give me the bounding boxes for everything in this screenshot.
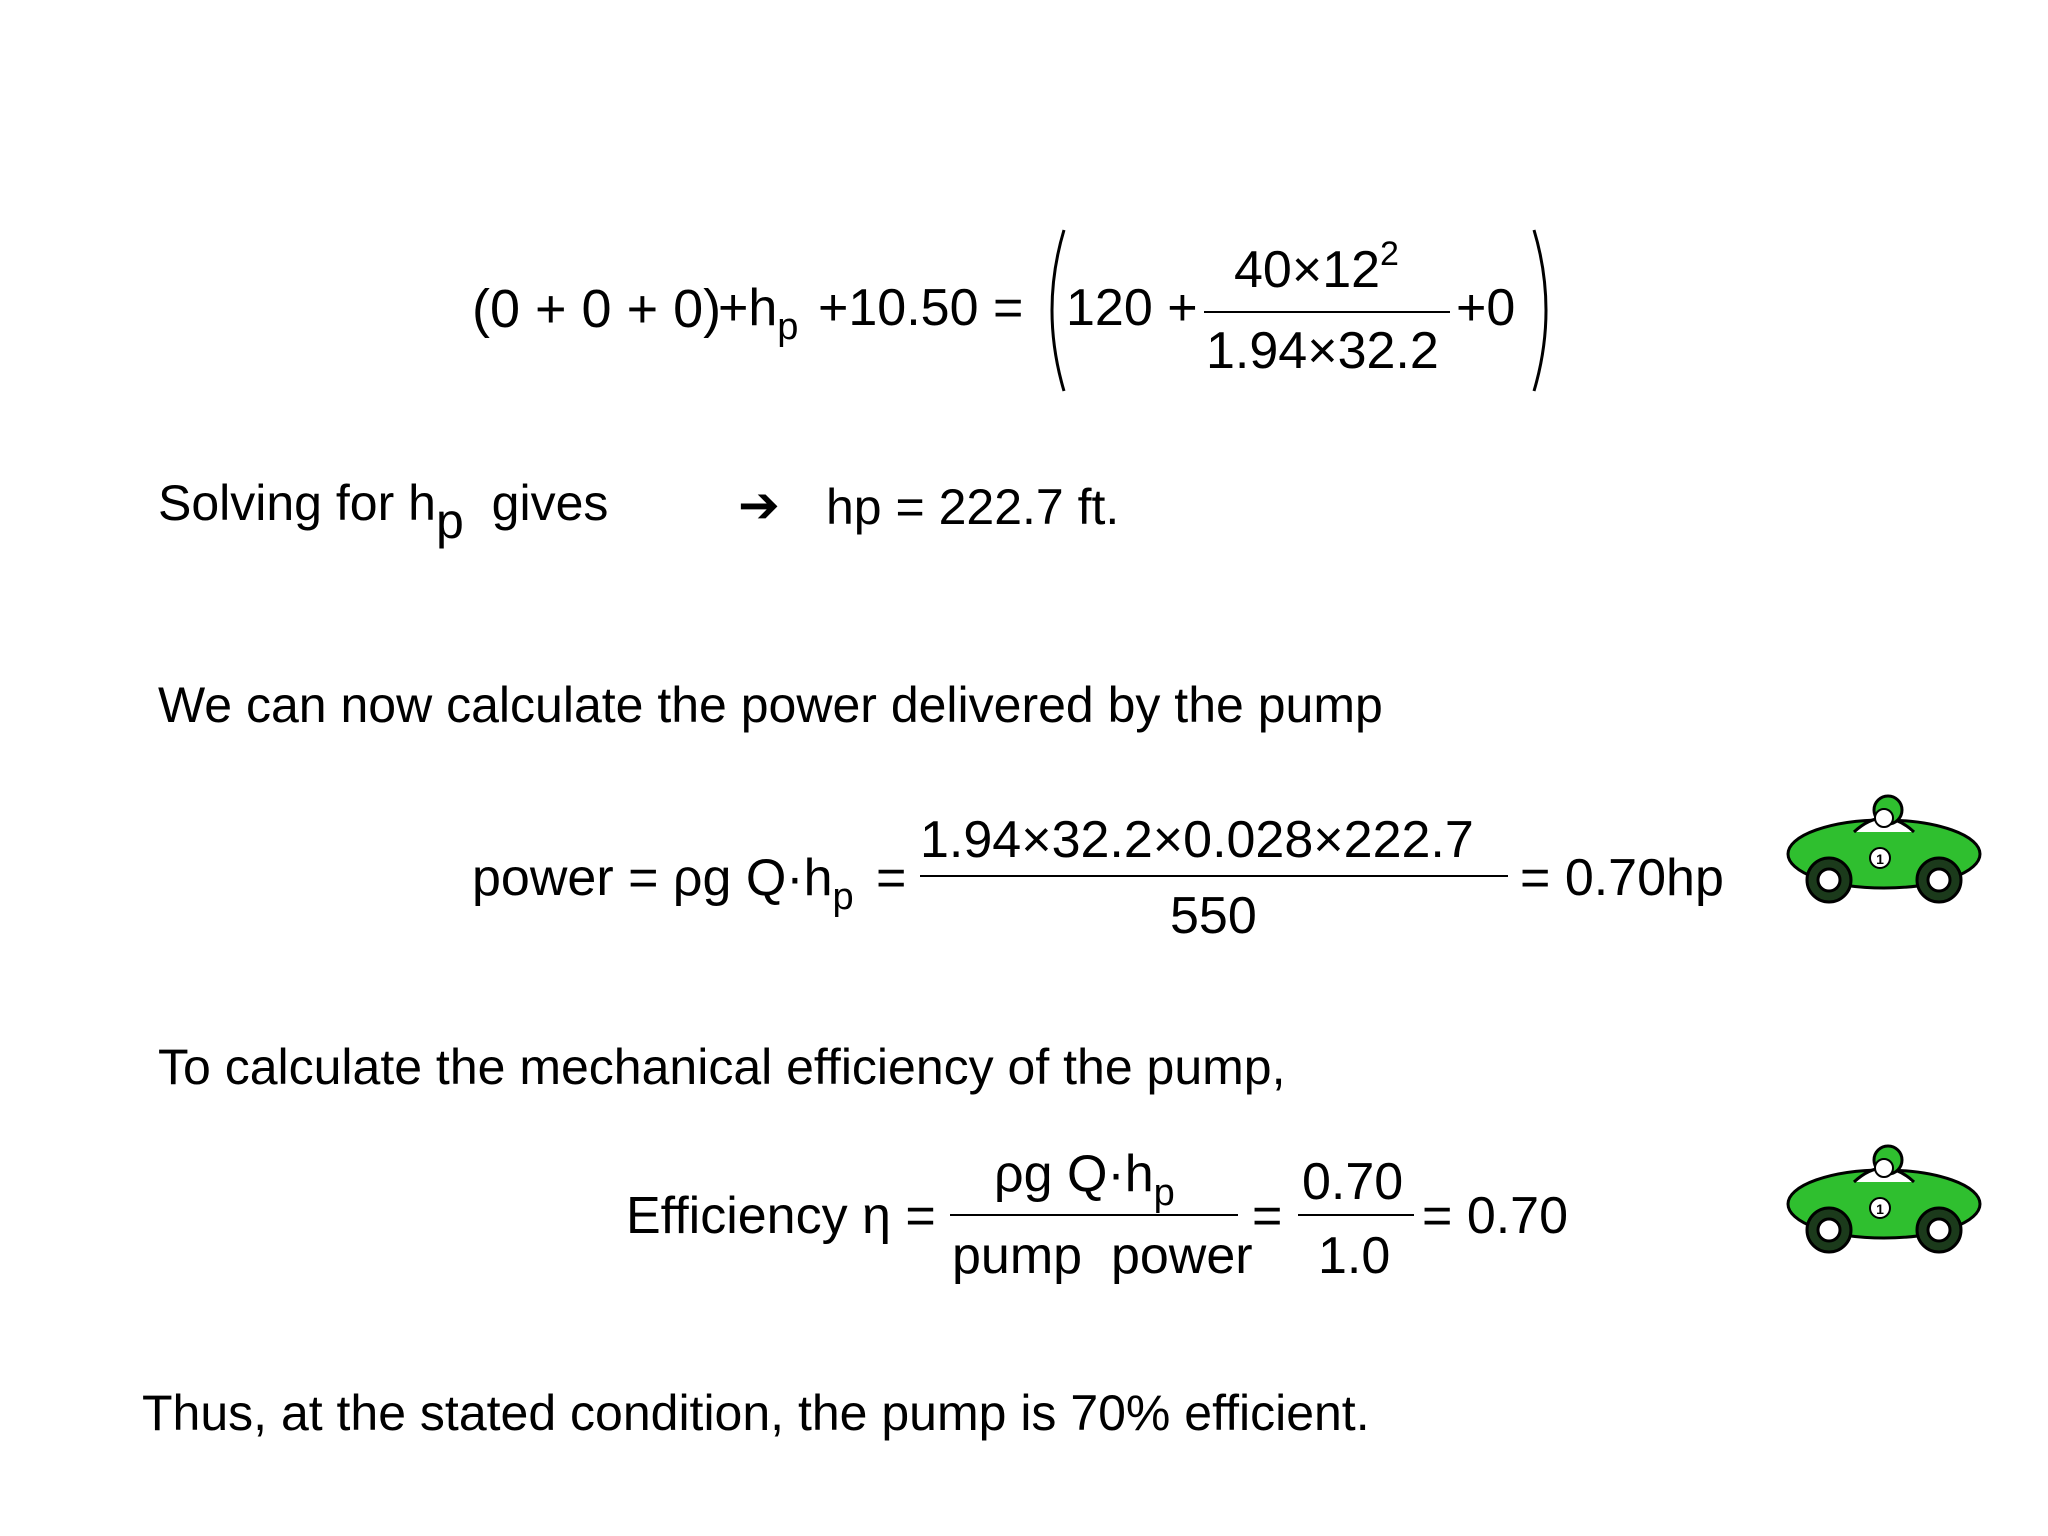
efficiency-intro: To calculate the mechanical efficiency of the pump, <box>158 1039 1286 1095</box>
efficiency-den1: pump power <box>952 1227 1253 1285</box>
efficiency-eq2: = <box>1252 1187 1283 1245</box>
big-left-paren <box>1038 228 1068 393</box>
efficiency-result: = 0.70 <box>1422 1187 1569 1245</box>
power-fraction-line <box>920 875 1508 877</box>
solve-prefix: Solving for h <box>158 475 436 531</box>
rhs-const: 120 + <box>1066 279 1198 337</box>
power-lhs-text: power = ρg Q·h <box>472 849 833 907</box>
efficiency-fraction-line-1 <box>950 1214 1238 1216</box>
efficiency-num1 <box>994 1145 1175 1214</box>
plus-hp-text: +h <box>718 279 778 337</box>
efficiency-label: Efficiency <box>626 1187 848 1245</box>
power-lhs-sub: p <box>832 876 854 918</box>
efficiency-den2: 1.0 <box>1318 1227 1391 1285</box>
plus-loss: +10.50 = <box>818 279 1024 337</box>
solve-sub: p <box>435 493 464 549</box>
car-badge-text-2: 1 <box>1876 1201 1884 1217</box>
efficiency-num1-sub: p <box>1153 1172 1175 1214</box>
conclusion-text: Thus, at the stated condition, the pump is 70% efficient. <box>142 1385 1370 1441</box>
power-intro: We can now calculate the power delivered by the pump <box>158 677 1383 733</box>
plus-hp <box>718 279 799 348</box>
power-denominator: 550 <box>1170 887 1257 945</box>
efficiency-fraction-line-2 <box>1298 1214 1414 1216</box>
efficiency-num1-text: ρg Q·h <box>994 1145 1154 1203</box>
rhs-numerator <box>1234 235 1399 299</box>
hp-subscript: p <box>777 306 799 348</box>
efficiency-eta: η = <box>862 1187 936 1245</box>
power-result: = 0.70hp <box>1520 849 1724 907</box>
solve-result: hp = 222.7 ft. <box>826 479 1120 535</box>
rhs-numerator-exp: 2 <box>1380 235 1399 273</box>
car-badge-text: 1 <box>1876 851 1884 867</box>
efficiency-num2: 0.70 <box>1302 1153 1404 1211</box>
solve-line <box>158 475 609 549</box>
power-numerator: 1.94×32.2×0.028×222.7 <box>920 811 1474 869</box>
solve-suffix: gives <box>491 475 609 531</box>
rhs-numerator-base: 40×12 <box>1234 241 1381 299</box>
power-lhs <box>472 849 854 918</box>
rhs-denominator: 1.94×32.2 <box>1206 322 1439 380</box>
arrow-icon: ➔ <box>738 477 780 533</box>
race-car-icon-2 <box>1784 1134 1984 1264</box>
rhs-tail: +0 <box>1456 279 1516 337</box>
big-right-paren <box>1530 228 1560 393</box>
lhs-paren: (0 + 0 + 0) <box>472 279 722 339</box>
rhs-fraction-line <box>1204 311 1450 313</box>
power-eq-sign: = <box>876 849 907 907</box>
race-car-icon <box>1784 784 1984 914</box>
